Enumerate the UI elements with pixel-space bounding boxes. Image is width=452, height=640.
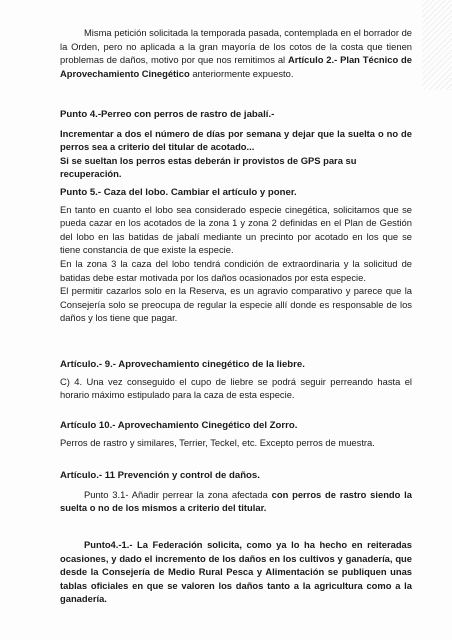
punto4-line2: Si se sueltan los perros estas deberán ir provistos de GPS para su recuperación. <box>60 154 357 180</box>
articulo10-section <box>60 419 412 449</box>
intro-text-c: anteriormente expuesto. <box>189 67 294 79</box>
articulo11-text-a: Punto 3.1- Añadir perrear la zona afectada <box>84 488 272 500</box>
punto5-heading: Punto 5.- Caza del lobo. Cambiar el artículo y poner. <box>60 187 297 198</box>
articulo10-text: Perros de rastro y similares, Terrier, Teckel, etc. Excepto perros de muestra. <box>60 436 375 448</box>
punto41-text: La Federación solicita, como ya lo ha hecho en reiteradas ocasiones, y dado el incremento de los daños en los cultivos y ganadería, que desde la Consejería de Medio Rural Pesca y Alimentación se publiquen unas tablas oficiales en que se valoren los daños tanto a la agricultura como a la ganadería. <box>60 539 412 605</box>
punto41-paragraph <box>60 538 412 606</box>
punto41-label: Punto4.-1.- <box>84 539 137 550</box>
articulo11-section <box>60 469 412 515</box>
punto4-section <box>60 108 412 181</box>
articulo9-section <box>60 358 412 402</box>
intro-paragraph <box>60 26 412 80</box>
punto5-paragraph-2: En la zona 3 la caza del lobo tendrá condición de extraordinaria y la solicitud de batidas debe estar motivada por los daños ocasionados por esta especie. <box>60 257 412 283</box>
articulo9-text: C) 4. Una vez conseguido el cupo de liebre se podrá seguir perreando hasta el horario máximo estipulado para la caza de esta especie. <box>60 375 412 401</box>
scan-edge-artifact <box>422 0 452 90</box>
articulo9-heading: Artículo.- 9.- Aprovechamiento cinegético de la liebre. <box>60 359 305 370</box>
punto5-paragraph-3: El permitir cazarlos solo en la Reserva, es un agravio comparativo y parece que la Consejería solo se preocupa de regular la especie allí donde es responsable de los daños y los tiene que pagar. <box>60 285 412 324</box>
punto5-section <box>60 186 412 325</box>
intro-text-bold: Artículo 2.- Plan Técnico de Aprovechamiento Cinegético <box>60 54 412 79</box>
articulo11-text-b: con perros de rastro siendo la suelta o no de los mismos a criterio del titular. <box>60 488 412 514</box>
articulo10-heading: Artículo 10.- Aprovechamiento Cinegético del Zorro. <box>60 420 298 431</box>
punto5-paragraph-1: En tanto en cuanto el lobo sea considerado especie cinegética, solicitamos que se pueda cazar en los acotados de la zona 1 y zona 2 definidas en el Plan de Gestión del lobo en las batidas de jabalí mediante un precinto por acotado en los que se tiene constancia de que existe la especie. <box>60 203 412 256</box>
articulo11-heading: Artículo.- 11 Prevención y control de daños. <box>60 470 260 481</box>
punto4-heading: Punto 4.-Perreo con perros de rastro de jabalí.- <box>60 109 275 120</box>
intro-text-a: Misma petición solicitada la temporada pasada, contemplada en el borrador de la Orden, pero no aplicada a la gran mayoría de los cotos de la costa que tienen problemas de daños, motivo por que nos remitimos al <box>60 27 412 66</box>
articulo11-text <box>60 488 412 515</box>
punto4-line1: Incrementar a dos el número de días por semana y dejar que la suelta o no de perros sea a criterio del titular de acotado... <box>60 127 412 153</box>
